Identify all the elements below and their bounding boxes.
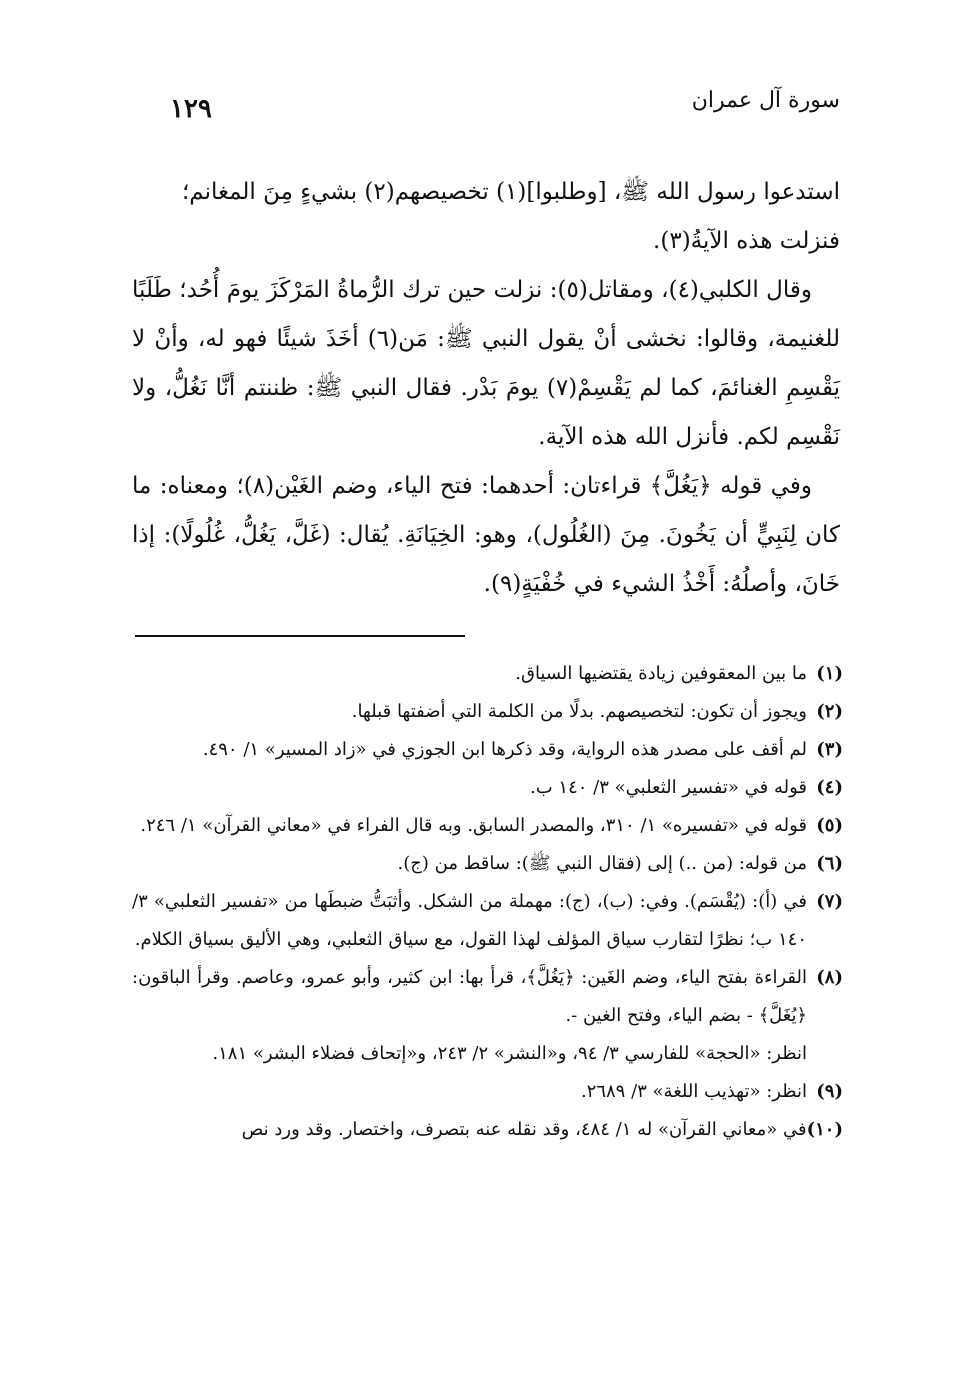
footnote-5 — [132, 807, 843, 845]
footnote-divider — [135, 635, 465, 637]
footnote-8-continuation: انظر: «الحجة» للفارسي ٣/ ٩٤، و«النشر» ٢/ ٢٤٣، و«إتحاف فضلاء البشر» ١٨١. — [212, 1043, 807, 1064]
footnote-number: (٣) — [816, 739, 843, 760]
footnote-text: قوله في «تفسير الثعلبي» ٣/ ١٤٠ ب. — [530, 777, 807, 798]
footnote-number: (٧) — [816, 891, 843, 912]
footnote-text: في (أ): (يُقْسَم). وفي: (ب)، (ج): مهملة من الشكل. وأثبَتُّ ضبطَها من «تفسير الثعلبي» ٣/ ١٤٠ ب؛ نظرًا لتقارب سياق المؤلف لهذا القول، مع سياق الثعلبي، وهي الأليق بسياق الكلام. — [132, 891, 807, 950]
surah-title: سورة آل عمران — [691, 88, 840, 113]
footnotes — [132, 655, 843, 1149]
footnote-text: ما بين المعقوفين زيادة يقتضيها السياق. — [515, 663, 807, 684]
footnote-number: (١) — [816, 663, 843, 684]
page-header — [130, 88, 840, 128]
footnote-2 — [132, 693, 843, 731]
main-text — [132, 168, 840, 609]
footnote-number: (٦) — [816, 853, 843, 874]
footnote-number: (١٠) — [806, 1119, 843, 1140]
footnote-number: (٥) — [816, 815, 843, 836]
footnote-number: (٢) — [816, 701, 843, 722]
footnote-text: من قوله: (من ..) إلى (فقال النبي ﷺ): ساقط من (ج). — [397, 853, 807, 874]
paragraph-1-line-1: استدعوا رسول الله ﷺ، [وطلبوا](١) تخصيصهم(٢) بشيءٍ مِنَ المغانم؛ — [181, 179, 840, 205]
footnote-10 — [132, 1111, 843, 1149]
footnote-number: (٤) — [816, 777, 843, 798]
footnote-9 — [132, 1073, 843, 1111]
footnote-number: (٩) — [816, 1081, 843, 1102]
footnote-text: القراءة بفتح الياء، وضم الغَين: ﴿يَغُلَّ﴾، قرأ بها: ابن كثير، وأبو عمرو، وعاصم. وقرأ الباقون: ﴿يُغَلَّ﴾ - بضم الياء، وفتح الغين -. — [132, 967, 807, 1026]
footnote-3 — [132, 731, 843, 769]
footnote-text: ويجوز أن تكون: لتخصيصهم. بدلًا من الكلمة التي أضفتها قبلها. — [351, 701, 807, 722]
footnote-8 — [132, 959, 843, 1035]
footnote-text: انظر: «تهذيب اللغة» ٣/ ٢٦٨٩. — [580, 1081, 807, 1102]
footnote-text: قوله في «تفسيره» ١/ ٣١٠، والمصدر السابق. وبه قال الفراء في «معاني القرآن» ١/ ٢٤٦. — [140, 815, 807, 836]
footnote-4 — [132, 769, 843, 807]
footnote-7 — [132, 883, 843, 959]
paragraph-1-line-2: فنزلت هذه الآيةُ(٣). — [653, 228, 840, 254]
footnote-number: (٨) — [816, 967, 843, 988]
footnote-text: لم أقف على مصدر هذه الرواية، وقد ذكرها ابن الجوزي في «زاد المسير» ١/ ٤٩٠. — [202, 739, 807, 760]
footnote-6 — [132, 845, 843, 883]
page-number: ١٢٩ — [170, 94, 212, 124]
paragraph-2: وقال الكلبي(٤)، ومقاتل(٥): نزلت حين ترك الرُّماةُ المَرْكَزَ يومَ أُحُد؛ طَلَبًا للغنيمة، وقالوا: نخشى أنْ يقول النبي ﷺ: مَن(٦) أخَذَ شيئًا فهو له، وأنْ لا يَقْسِمِ الغنائمَ، كما لم يَقْسِمْ(٧) يومَ بَدْر. فقال النبي ﷺ: ظننتم أنَّا نَغُلُّ، ولا نَقْسِم لكم. فأنزل الله هذه الآية. — [132, 277, 840, 450]
footnote-text: في «معاني القرآن» له ١/ ٤٨٤، وقد نقله عنه بتصرف، واختصار. وقد ورد نص — [241, 1119, 807, 1140]
paragraph-3: وفي قوله ﴿يَغُلَّ﴾ قراءتان: أحدهما: فتح الياء، وضم الغَيْن(٨)؛ ومعناه: ما كان لِنَبِيٍّ أن يَخُونَ. مِنَ (الغُلُول)، وهو: الخِيَانَةِ. يُقال: (غَلَّ، يَغُلُّ، غُلُولًا): إذا خَانَ، وأصلُهُ: أَخْذُ الشيء في خُفْيَةٍ(٩). — [132, 473, 840, 597]
footnote-1 — [132, 655, 843, 693]
